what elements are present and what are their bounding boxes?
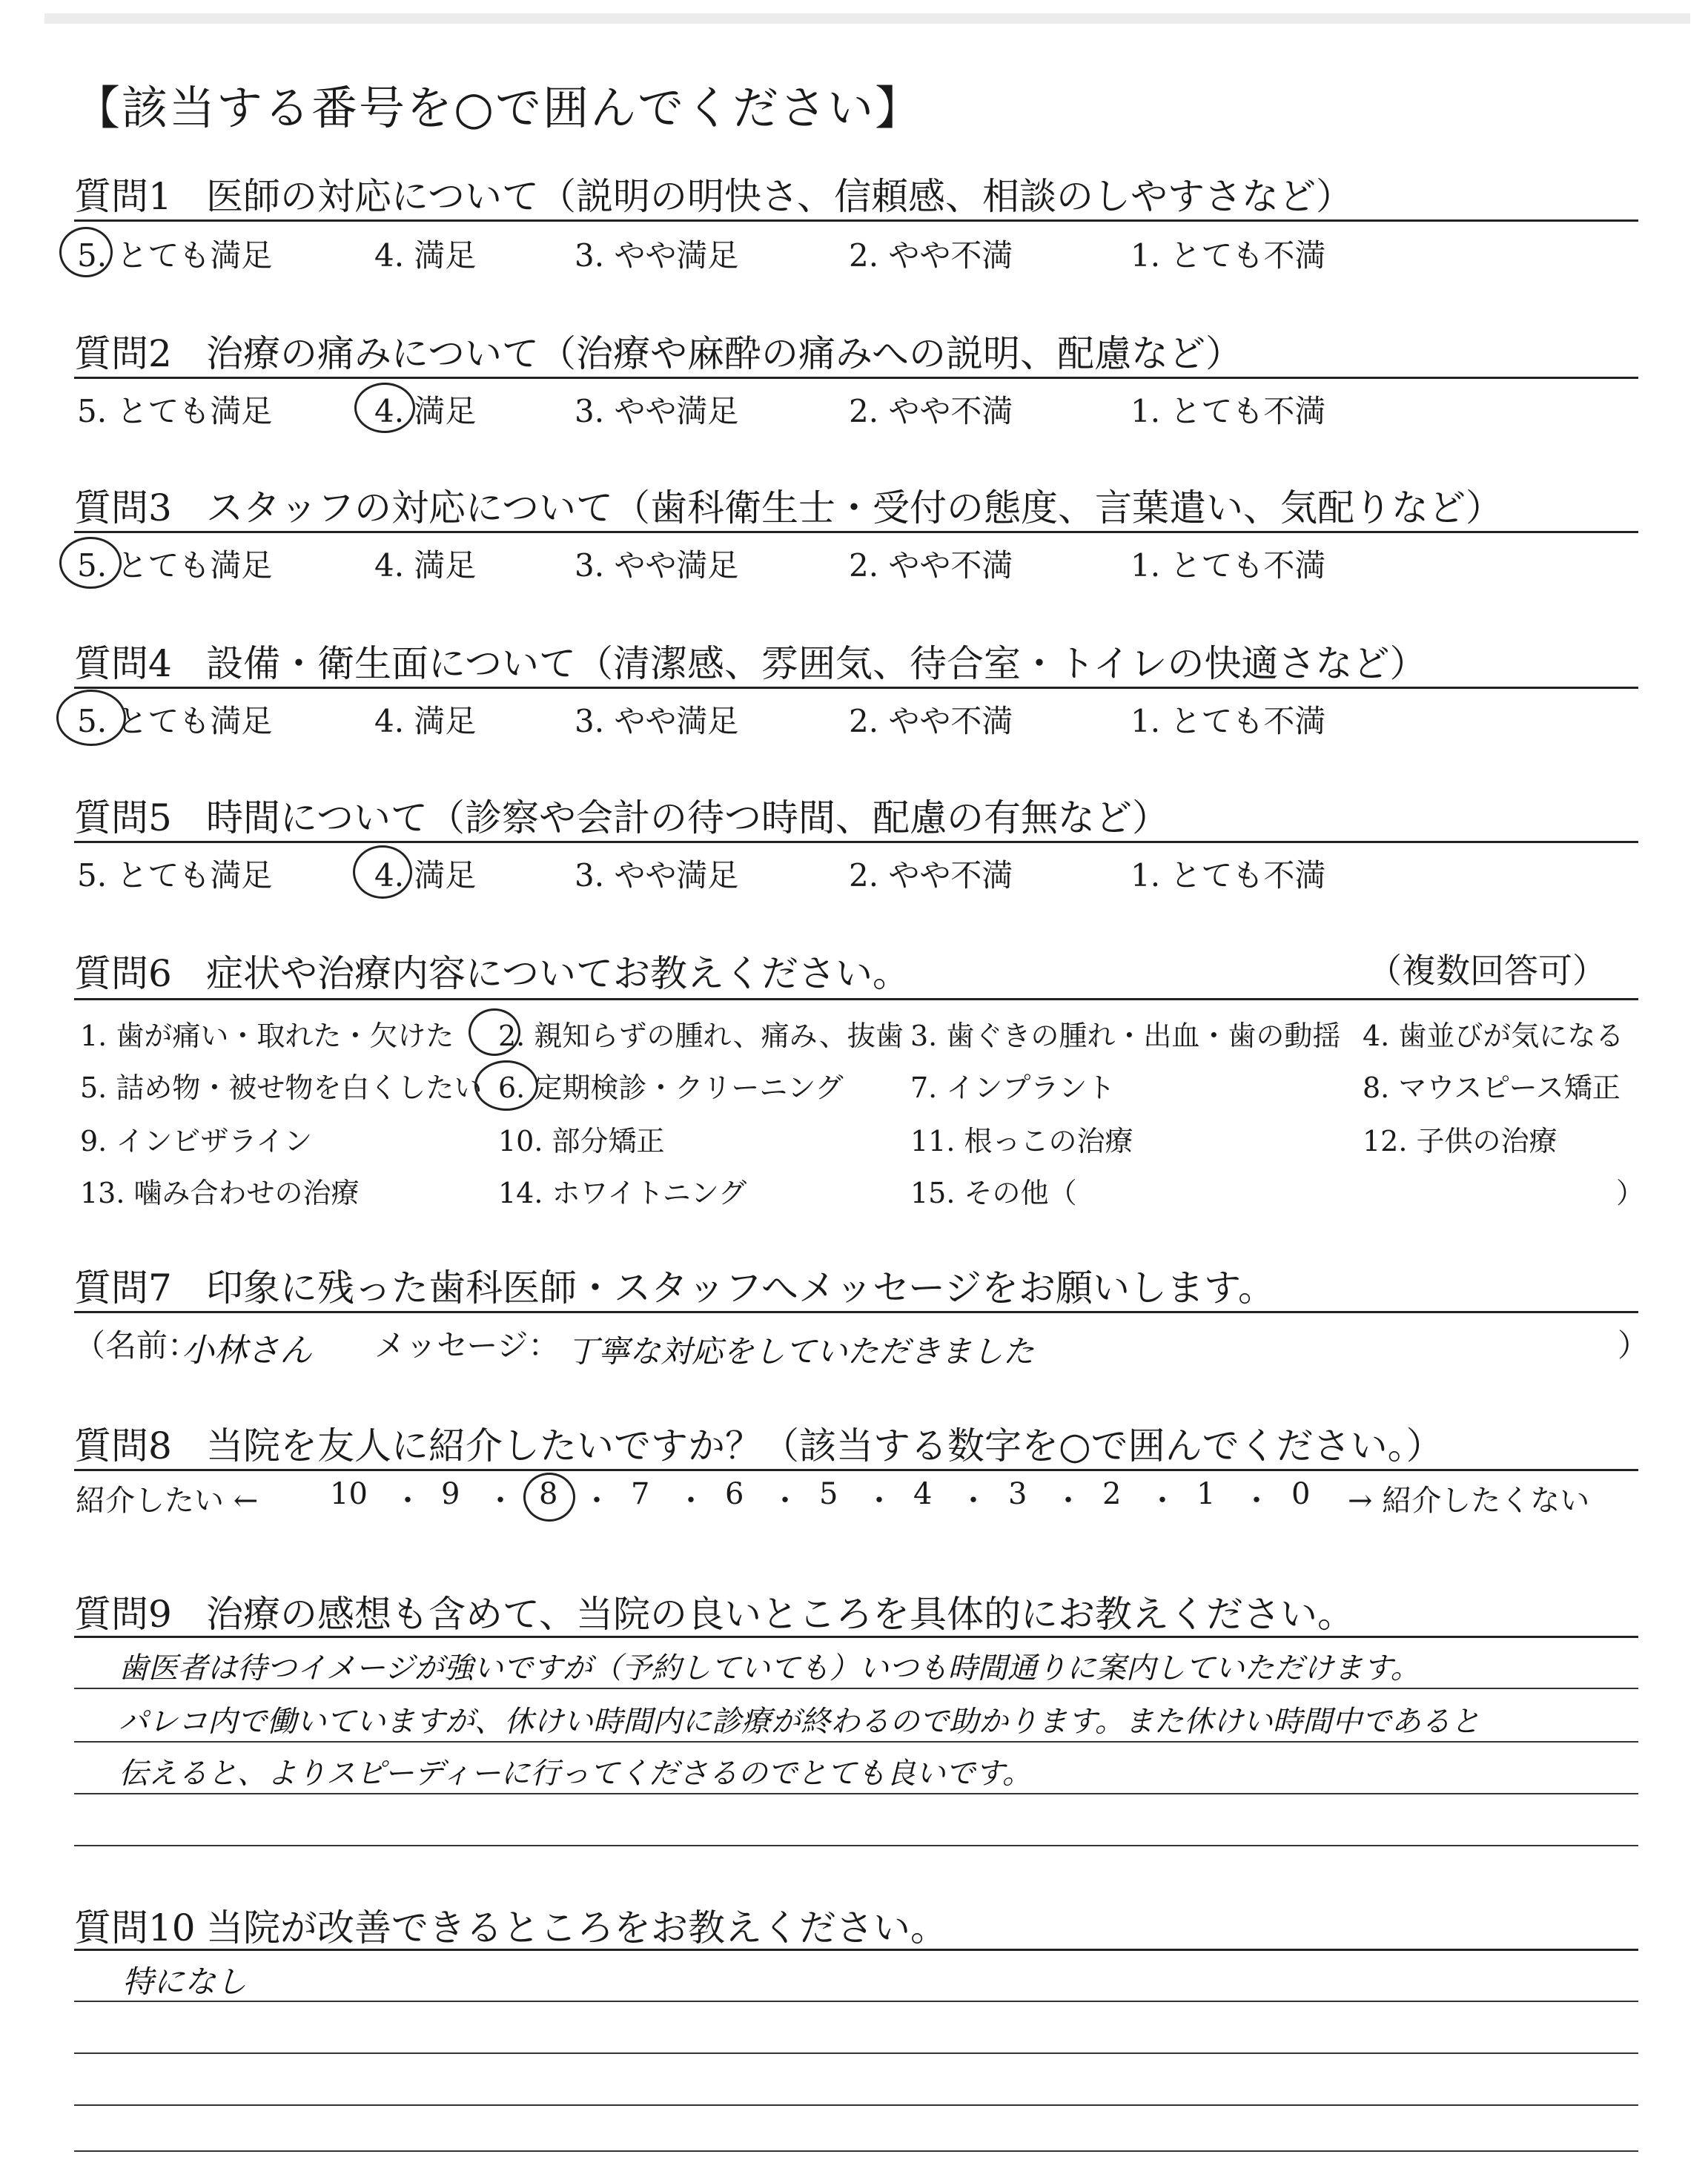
question-5-number: 質問5: [74, 796, 172, 839]
q7-close-paren: ）: [1618, 1327, 1649, 1364]
q6-option-4[interactable]: 4. 歯並びが気になる: [1363, 1020, 1624, 1052]
question-6-note: （複数回答可）: [1368, 951, 1606, 991]
question-5-text: 時間について（診察や会計の待つ時間、配慮の有無など）: [206, 796, 1169, 839]
q1-option-5[interactable]: 5. とても満足: [77, 237, 273, 274]
q10-answer-rule: [74, 2150, 1638, 2152]
q8-scale-5[interactable]: 5: [819, 1477, 838, 1511]
q8-right-label: → 紹介したくない: [1348, 1484, 1590, 1518]
q8-dot-separator: ・: [1242, 1484, 1271, 1518]
question-5-rule: [74, 841, 1638, 843]
q4-option-4[interactable]: 4. 満足: [374, 703, 477, 739]
q6-option-8[interactable]: 8. マウスピース矯正: [1363, 1071, 1621, 1104]
q10-answer-rule: [74, 2104, 1638, 2106]
q1-option-1[interactable]: 1. とても不満: [1131, 237, 1326, 274]
q7-name-label: （名前：: [74, 1327, 199, 1364]
question-7-text: 印象に残った歯科医師・スタッフへメッセージをお願いします。: [206, 1266, 1275, 1309]
q4-option-1[interactable]: 1. とても不満: [1131, 703, 1326, 739]
q6-option-5[interactable]: 5. 詰め物・被せ物を白くしたい: [80, 1071, 483, 1104]
question-6-heading: [74, 944, 910, 997]
q6-selection-circle-2: [469, 1008, 520, 1056]
q9-answer-rule: [74, 1845, 1638, 1846]
q5-option-4[interactable]: 4. 満足: [374, 857, 477, 894]
question-1-text: 医師の対応について（説明の明快さ、信頼感、相談のしやすさなど）: [206, 175, 1353, 218]
q6-option-12[interactable]: 12. 子供の治療: [1363, 1125, 1558, 1157]
q4-option-2[interactable]: 2. やや不満: [849, 703, 1013, 739]
q8-scale-1[interactable]: 1: [1196, 1477, 1216, 1511]
q2-option-4[interactable]: 4. 満足: [374, 393, 477, 429]
question-4-rule: [74, 687, 1638, 689]
q2-option-1[interactable]: 1. とても不満: [1131, 393, 1326, 429]
q10-answer-rule: [74, 2001, 1638, 2002]
question-9-rule: [74, 1636, 1638, 1638]
q8-selection-circle: [523, 1473, 575, 1522]
q8-scale-4[interactable]: 4: [913, 1477, 933, 1511]
q8-scale-7[interactable]: 7: [631, 1477, 650, 1511]
q5-selection-circle: [353, 845, 412, 899]
q6-option-10[interactable]: 10. 部分矯正: [498, 1125, 665, 1157]
q9-answer-rule: [74, 1741, 1638, 1743]
q10-answer-rule: [74, 2052, 1638, 2054]
q8-scale-2[interactable]: 2: [1102, 1477, 1122, 1511]
q10-answer[interactable]: 特になし: [122, 1964, 248, 2000]
q1-option-4[interactable]: 4. 満足: [374, 237, 477, 274]
q3-option-5[interactable]: 5. とても満足: [77, 547, 273, 584]
q5-option-3[interactable]: 3. やや満足: [575, 857, 739, 894]
q2-option-5[interactable]: 5. とても満足: [77, 393, 273, 429]
q1-option-2[interactable]: 2. やや不満: [849, 237, 1013, 274]
question-1-rule: [74, 219, 1638, 222]
q3-option-3[interactable]: 3. やや満足: [575, 547, 739, 584]
question-3-text: スタッフの対応について（歯科衛生士・受付の態度、言葉遣い、気配りなど）: [206, 486, 1503, 529]
q1-option-3[interactable]: 3. やや満足: [575, 237, 739, 274]
q3-option-4[interactable]: 4. 満足: [374, 547, 477, 584]
question-1-number: 質問1: [74, 175, 172, 218]
q6-option-9[interactable]: 9. インビザライン: [80, 1125, 313, 1157]
question-8-number: 質問8: [74, 1424, 172, 1467]
q5-option-2[interactable]: 2. やや不満: [849, 857, 1013, 894]
question-7-heading: [74, 1258, 1275, 1312]
q8-dot-separator: ・: [959, 1484, 988, 1518]
q8-dot-separator: ・: [676, 1484, 706, 1518]
question-6-number: 質問6: [74, 952, 172, 995]
q8-scale-0[interactable]: 0: [1291, 1477, 1311, 1511]
question-8-rule: [74, 1469, 1638, 1471]
question-2-heading: [74, 324, 1242, 377]
q8-dot-separator: ・: [864, 1484, 894, 1518]
question-4-number: 質問4: [74, 642, 172, 685]
q9-answer-rule: [74, 1793, 1638, 1794]
q8-dot-separator: ・: [582, 1484, 612, 1518]
q7-name-value[interactable]: 小林さん: [182, 1332, 312, 1370]
q3-selection-circle: [59, 537, 122, 589]
question-3-rule: [74, 531, 1638, 533]
question-6-text: 症状や治療内容についてお教えください。: [206, 952, 910, 995]
question-2-number: 質問2: [74, 332, 172, 375]
q6-option-3[interactable]: 3. 歯ぐきの腫れ・出血・歯の動揺: [910, 1020, 1341, 1052]
q6-option-15-close: ）: [1616, 1177, 1645, 1209]
q9-answer-line-2[interactable]: パレコ内で働いていますが、休けい時間内に診療が終わるので助かります。また休けい時間中であると: [119, 1705, 1480, 1739]
q8-left-label: 紹介したい ←: [76, 1484, 259, 1518]
q6-option-6[interactable]: 6. 定期検診・クリーニング: [498, 1071, 844, 1104]
q6-option-7[interactable]: 7. インプラント: [910, 1071, 1116, 1104]
q8-dot-separator: ・: [486, 1484, 515, 1518]
q6-option-11[interactable]: 11. 根っこの治療: [910, 1125, 1133, 1157]
question-7-number: 質問7: [74, 1266, 172, 1309]
question-5-heading: [74, 788, 1169, 842]
scan-top-edge: [44, 13, 1690, 24]
q8-dot-separator: ・: [1053, 1484, 1083, 1518]
question-2-rule: [74, 377, 1638, 379]
q9-answer-line-3[interactable]: 伝えると、よりスピーディーに行ってくださるのでとても良いです。: [119, 1757, 1032, 1791]
q4-option-5[interactable]: 5. とても満足: [77, 703, 273, 739]
question-10-number: 質問10: [74, 1906, 196, 1949]
q4-selection-circle: [56, 690, 126, 746]
question-10-rule: [74, 1949, 1638, 1951]
q5-option-5[interactable]: 5. とても満足: [77, 857, 273, 894]
question-6-rule: [74, 998, 1638, 1000]
q6-option-13[interactable]: 13. 噛み合わせの治療: [80, 1177, 360, 1209]
q6-selection-circle-6: [474, 1060, 538, 1111]
question-9-heading: [74, 1585, 1354, 1638]
question-4-heading: [74, 634, 1427, 687]
question-7-rule: [74, 1311, 1638, 1313]
page-title: 【該当する番号を○で囲んでください】: [74, 81, 923, 135]
question-10-text: 当院が改善できるところをお教えください。: [206, 1906, 947, 1949]
q6-option-2[interactable]: 2. 親知らずの腫れ、痛み、抜歯: [498, 1020, 904, 1052]
q2-option-2[interactable]: 2. やや不満: [849, 393, 1013, 429]
q4-option-3[interactable]: 3. やや満足: [575, 703, 739, 739]
q3-option-1[interactable]: 1. とても不満: [1131, 547, 1326, 584]
q3-option-2[interactable]: 2. やや不満: [849, 547, 1013, 584]
question-8-heading: [74, 1416, 1443, 1470]
question-3-number: 質問3: [74, 486, 172, 529]
q8-scale-8[interactable]: 8: [539, 1477, 558, 1511]
q2-selection-circle: [354, 383, 415, 433]
q8-dot-separator: ・: [393, 1484, 423, 1518]
question-8-text: 当院を友人に紹介したいですか？（該当する数字を○で囲んでください。）: [206, 1424, 1443, 1467]
q6-option-1[interactable]: 1. 歯が痛い・取れた・欠けた: [80, 1020, 454, 1052]
q6-option-15[interactable]: 15. その他（: [910, 1177, 1077, 1209]
q5-option-1[interactable]: 1. とても不満: [1131, 857, 1326, 894]
q8-scale-9[interactable]: 9: [441, 1477, 460, 1511]
q1-selection-circle: [59, 227, 113, 277]
q9-answer-rule: [74, 1688, 1638, 1689]
question-2-text: 治療の痛みについて（治療や麻酔の痛みへの説明、配慮など）: [206, 332, 1242, 375]
question-10-heading: [74, 1898, 947, 1952]
q7-message-label: メッセージ：: [374, 1327, 560, 1364]
q9-answer-line-1[interactable]: 歯医者は待つイメージが強いですが（予約していても）いつも時間通りに案内していただけます。: [119, 1651, 1420, 1685]
q8-dot-separator: ・: [770, 1484, 800, 1518]
q8-scale-6[interactable]: 6: [725, 1477, 744, 1511]
question-3-heading: [74, 478, 1503, 532]
q6-option-14[interactable]: 14. ホワイトニング: [498, 1177, 747, 1209]
q8-dot-separator: ・: [1148, 1484, 1177, 1518]
q2-option-3[interactable]: 3. やや満足: [575, 393, 739, 429]
q7-message-value[interactable]: 丁寧な対応をしていただきました: [567, 1333, 1035, 1370]
q8-scale-10[interactable]: 10: [330, 1477, 368, 1511]
question-9-number: 質問9: [74, 1593, 172, 1636]
question-9-text: 治療の感想も含めて、当院の良いところを具体的にお教えください。: [206, 1593, 1354, 1636]
question-1-heading: [74, 167, 1353, 220]
q8-scale-3[interactable]: 3: [1008, 1477, 1027, 1511]
question-4-text: 設備・衛生面について（清潔感、雰囲気、待合室・トイレの快適さなど）: [206, 642, 1427, 685]
